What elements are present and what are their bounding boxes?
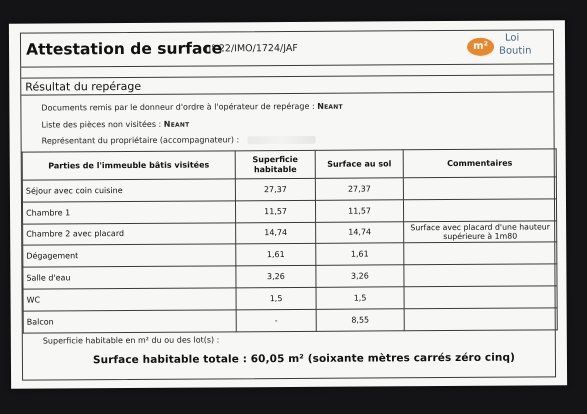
logo-text-loi: Loi xyxy=(504,32,520,44)
floor-area: 8,55 xyxy=(316,309,404,331)
habitable-area: - xyxy=(236,309,316,331)
document-frame xyxy=(20,29,556,380)
document-title: Attestation de surface xyxy=(25,39,223,59)
habitable-area: 11,57 xyxy=(235,200,315,222)
representant-label: Représentant du propriétaire (accompagnateur) : xyxy=(41,135,240,146)
comment xyxy=(403,199,556,222)
surface-table xyxy=(22,148,558,333)
room-name: WC xyxy=(23,288,236,311)
representant-line xyxy=(42,135,316,146)
attestation-document xyxy=(9,20,567,388)
habitable-area: 3,26 xyxy=(236,266,316,288)
habitable-area: 1,5 xyxy=(236,287,316,309)
floor-area: 14,74 xyxy=(316,221,404,243)
col-header-surface-sol: Surface au sol xyxy=(315,150,403,179)
redacted-name xyxy=(248,135,316,143)
comment: Surface avec placard d'une hauteur supérieure à 1m80 xyxy=(404,220,557,243)
pieces-label: Liste des pièces non visitées : xyxy=(41,119,162,130)
habitable-area: 14,74 xyxy=(236,222,316,244)
col-header-parties: Parties de l'immeuble bâtis visitées xyxy=(22,151,235,180)
room-name: Balcon xyxy=(23,310,236,333)
table-header-row xyxy=(22,149,556,180)
floor-area: 11,57 xyxy=(315,200,403,222)
room-name: Séjour avec coin cuisine xyxy=(22,179,235,202)
m2-logo-icon: m² xyxy=(467,38,494,56)
habitable-area: 1,61 xyxy=(236,244,316,266)
room-name: Dégagement xyxy=(23,244,236,267)
documents-line xyxy=(41,102,342,113)
room-name: Salle d'eau xyxy=(23,266,236,289)
floor-area: 1,61 xyxy=(316,243,404,265)
table-row xyxy=(23,308,557,333)
comment xyxy=(404,264,557,287)
total-habitable-surface: Surface habitable totale : 60,05 m² (soixante mètres carrés zéro cinq) xyxy=(92,351,516,367)
habitable-area: 27,37 xyxy=(235,178,315,200)
pieces-value: Neant xyxy=(163,119,190,129)
comment xyxy=(404,242,557,265)
document-reference: n° 22/IMO/1724/JAF xyxy=(205,42,298,55)
floor-area: 27,37 xyxy=(315,178,403,200)
logo-text-boutin: Boutin xyxy=(499,45,532,57)
comment xyxy=(404,308,557,331)
habitable-note: Superficie habitable en m² du ou des lot(s) : xyxy=(42,335,220,346)
col-header-commentaires: Commentaires xyxy=(403,149,556,178)
col-header-superficie: Superficie habitable xyxy=(235,150,315,178)
room-name: Chambre 2 avec placard xyxy=(23,222,236,245)
loi-boutin-logo xyxy=(467,32,547,62)
pieces-line xyxy=(41,120,189,130)
documents-value: Neant xyxy=(317,101,343,111)
floor-area: 1,5 xyxy=(316,287,404,309)
document-header xyxy=(21,30,553,67)
comment xyxy=(403,177,556,200)
section-title: Résultat du repérage xyxy=(21,74,553,95)
room-name: Chambre 1 xyxy=(22,201,235,224)
floor-area: 3,26 xyxy=(316,265,404,287)
documents-label: Documents remis par le donneur d'ordre à l'opérateur de repérage : xyxy=(41,101,315,113)
comment xyxy=(404,286,557,309)
